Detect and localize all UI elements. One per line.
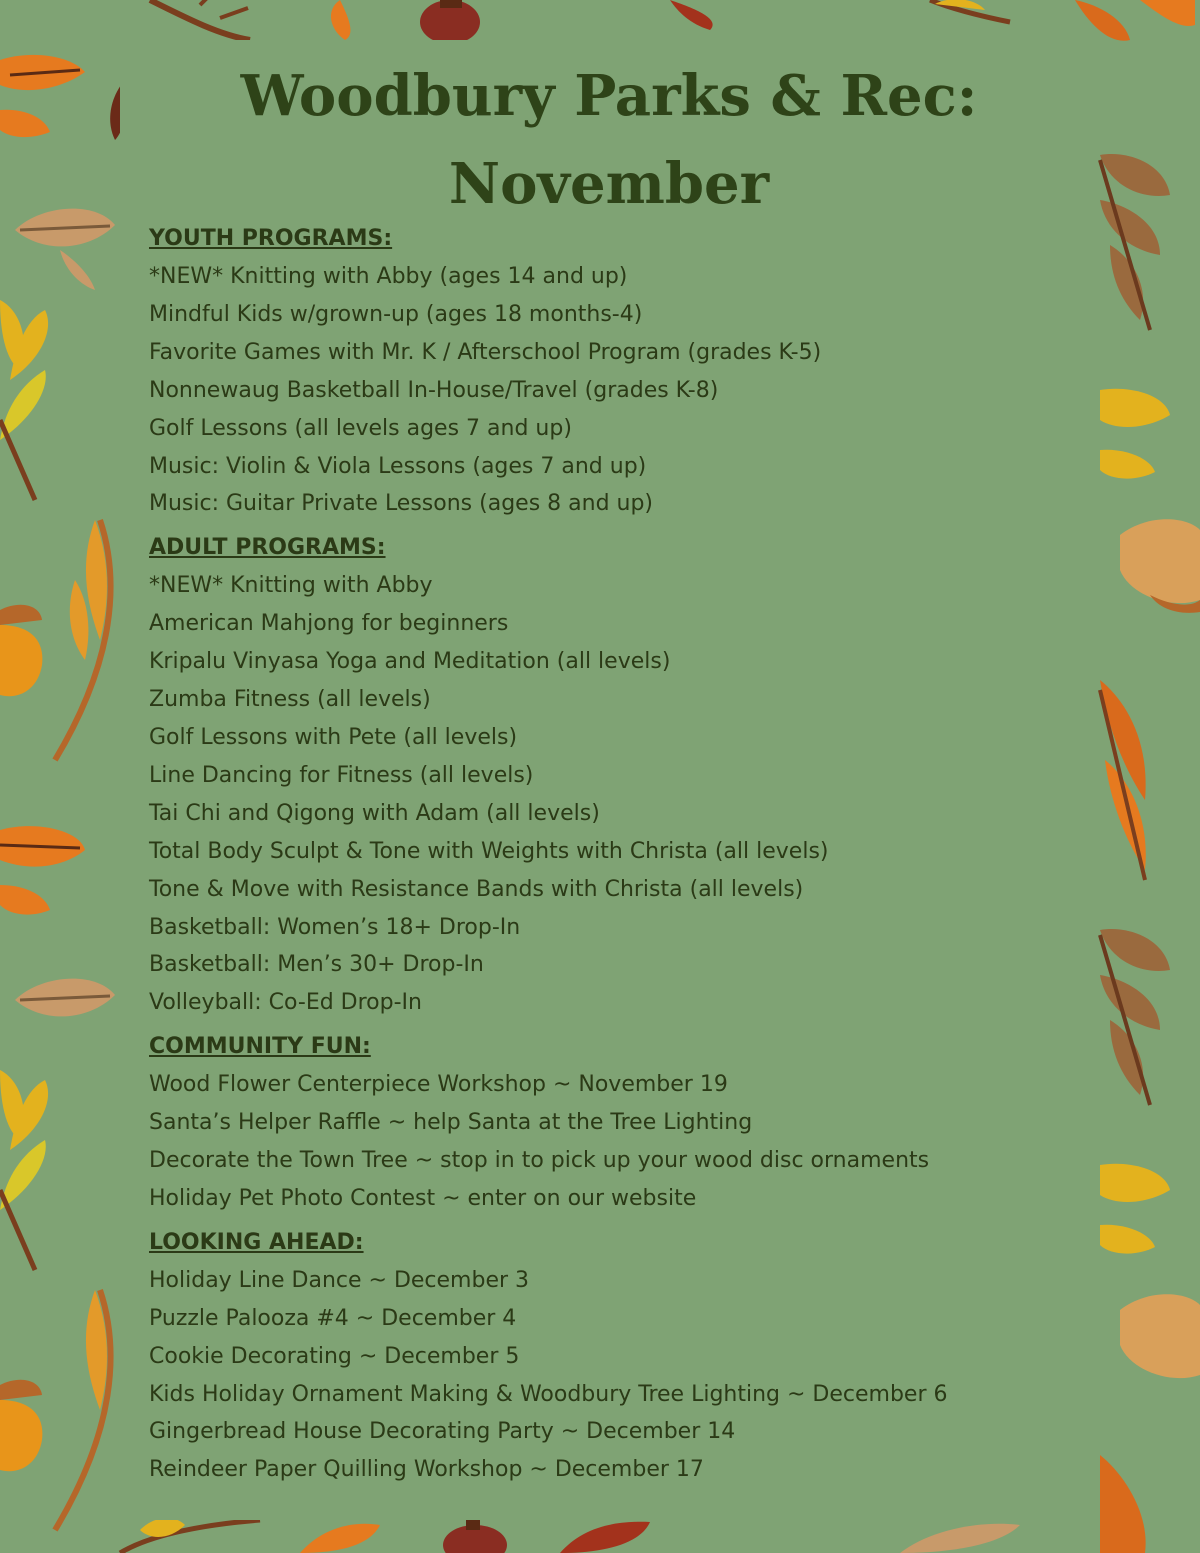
list-item: Holiday Pet Photo Contest ~ enter on our website bbox=[149, 1185, 697, 1211]
list-item: American Mahjong for beginners bbox=[149, 611, 509, 637]
list-item: Basketball: Women’s 18+ Drop-In bbox=[149, 914, 521, 940]
list-item: Basketball: Men’s 30+ Drop-In bbox=[149, 952, 484, 978]
list-item: Golf Lessons (all levels ages 7 and up) bbox=[149, 415, 572, 441]
acorn-icon bbox=[1120, 519, 1200, 613]
list-item: *NEW* Knitting with Abby (ages 14 and up) bbox=[149, 264, 628, 289]
acorn-icon bbox=[0, 605, 42, 696]
section-heading: COMMUNITY FUN: bbox=[149, 1034, 371, 1060]
leaf-brown-icon bbox=[1100, 154, 1170, 330]
title-line-2: November bbox=[448, 151, 770, 217]
list-item: Gingerbread House Decorating Party ~ December 14 bbox=[149, 1419, 736, 1445]
leaf-orange-icon bbox=[1100, 680, 1146, 880]
list-item: Line Dancing for Fitness (all levels) bbox=[149, 762, 534, 788]
item-list bbox=[149, 258, 1079, 523]
leaf-yellow-icon bbox=[1100, 389, 1170, 479]
list-item: Puzzle Palooza #4 ~ December 4 bbox=[149, 1305, 517, 1331]
branch-icon bbox=[150, 0, 250, 40]
acorn-icon bbox=[1120, 1294, 1200, 1378]
title-line-1: Woodbury Parks & Rec: bbox=[240, 63, 978, 129]
wheat-stalk-icon bbox=[55, 1290, 111, 1530]
list-item: Volleyball: Co-Ed Drop-In bbox=[149, 990, 422, 1016]
list-item: Decorate the Town Tree ~ stop in to pick up your wood disc ornaments bbox=[149, 1148, 930, 1174]
page-title bbox=[120, 52, 1098, 228]
leaf-tan-icon bbox=[15, 209, 115, 290]
wheat-stalk-icon bbox=[55, 520, 111, 760]
list-item: Nonnewaug Basketball In-House/Travel (grades K-8) bbox=[149, 377, 719, 403]
section-heading: ADULT PROGRAMS: bbox=[149, 535, 386, 561]
list-item: Kids Holiday Ornament Making & Woodbury Tree Lighting ~ December 6 bbox=[149, 1381, 948, 1407]
list-item: Favorite Games with Mr. K / Afterschool Program (grades K-5) bbox=[149, 339, 822, 365]
acorn-icon bbox=[0, 1380, 42, 1471]
list-item: Zumba Fitness (all levels) bbox=[149, 687, 431, 713]
leaf-orange-icon bbox=[0, 826, 85, 915]
leaf-brown-icon bbox=[1100, 929, 1170, 1105]
section-heading: LOOKING AHEAD: bbox=[149, 1229, 364, 1255]
section-heading: YOUTH PROGRAMS: bbox=[149, 226, 393, 251]
list-item: *NEW* Knitting with Abby bbox=[149, 573, 433, 599]
list-item: Golf Lessons with Pete (all levels) bbox=[149, 724, 518, 750]
acorn-icon bbox=[420, 0, 480, 44]
section-community-fun bbox=[149, 1028, 1079, 1218]
leaf-yellow-icon bbox=[1100, 1164, 1170, 1254]
item-list bbox=[149, 567, 1079, 1022]
section-youth-programs bbox=[149, 220, 1079, 523]
list-item: Reindeer Paper Quilling Workshop ~ December 17 bbox=[149, 1457, 704, 1483]
leaf-yellow-icon bbox=[0, 300, 48, 500]
item-list bbox=[149, 1262, 1079, 1489]
list-item: Tai Chi and Qigong with Adam (all levels) bbox=[149, 800, 600, 826]
leaf-orange-icon bbox=[0, 55, 85, 137]
section-adult-programs bbox=[149, 529, 1079, 1022]
list-item: Kripalu Vinyasa Yoga and Meditation (all levels) bbox=[149, 649, 671, 675]
leaf-tan-icon bbox=[15, 979, 115, 1017]
leaf-brown-icon bbox=[900, 1524, 1020, 1553]
leaf-orange-icon bbox=[1100, 1455, 1146, 1553]
list-item: Santa’s Helper Raffle ~ help Santa at the Tree Lighting bbox=[149, 1110, 753, 1136]
list-item: Wood Flower Centerpiece Workshop ~ November 19 bbox=[149, 1072, 728, 1098]
list-item: Tone & Move with Resistance Bands with Christa (all levels) bbox=[149, 876, 804, 902]
leaf-yellow-icon bbox=[0, 1070, 48, 1270]
list-item: Music: Guitar Private Lessons (ages 8 and up) bbox=[149, 491, 654, 517]
list-item: Mindful Kids w/grown-up (ages 18 months-4) bbox=[149, 301, 643, 327]
section-looking-ahead bbox=[149, 1224, 1079, 1489]
program-list bbox=[149, 220, 1079, 1495]
wheat-stalk-icon bbox=[120, 1518, 260, 1553]
list-item: Music: Violin & Viola Lessons (ages 7 and up) bbox=[149, 453, 647, 479]
list-item: Holiday Line Dance ~ December 3 bbox=[149, 1267, 530, 1293]
item-list bbox=[149, 1066, 1079, 1218]
list-item: Total Body Sculpt & Tone with Weights with Christa (all levels) bbox=[149, 838, 829, 864]
acorn-icon bbox=[443, 1518, 507, 1553]
list-item: Cookie Decorating ~ December 5 bbox=[149, 1343, 520, 1369]
